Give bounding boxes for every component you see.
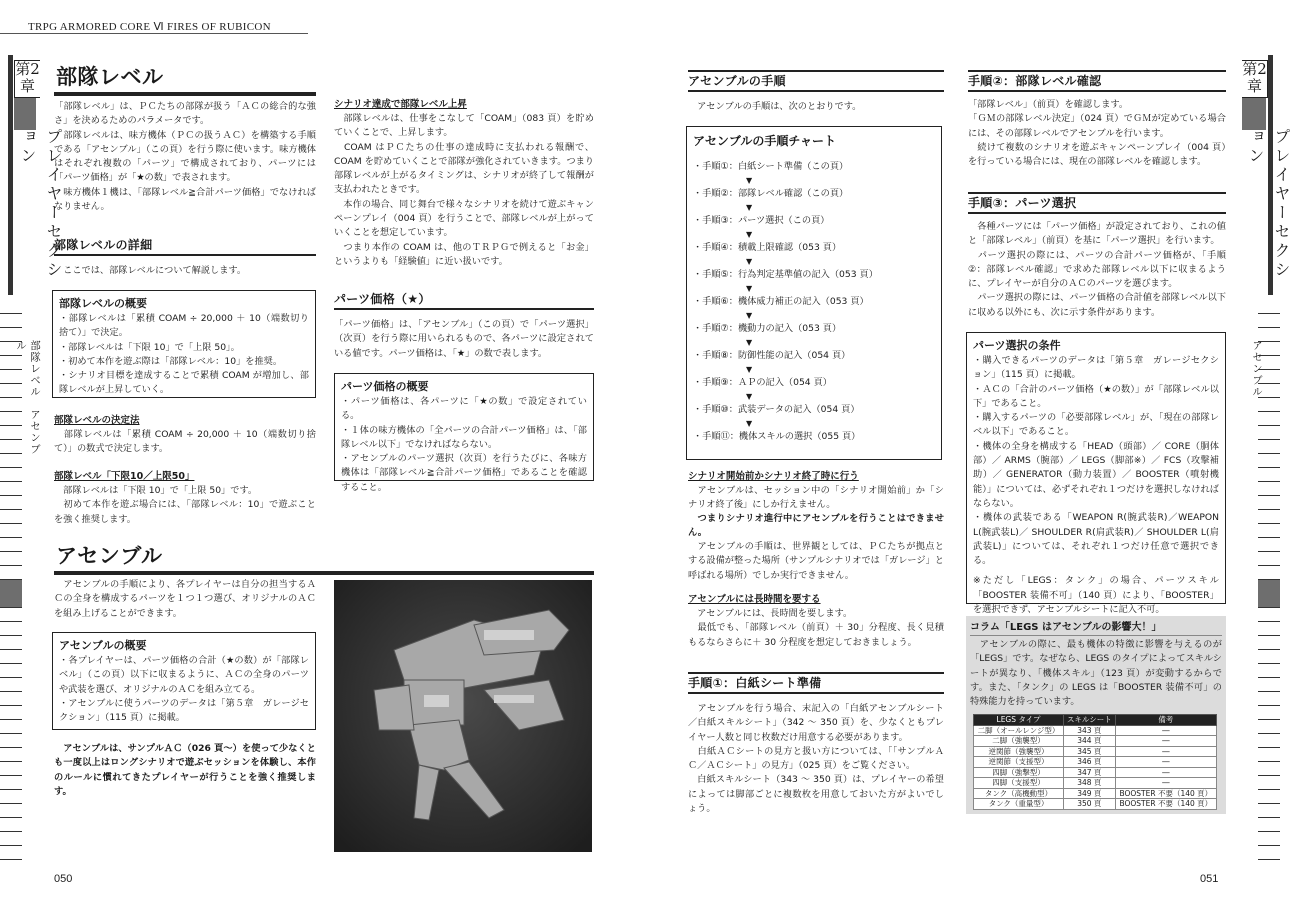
sub-heading-decide: 部隊レベルの決定法 xyxy=(54,415,140,426)
chapter-title-right: プレイヤーセクション xyxy=(1246,128,1291,280)
step-9: ・手順⑨：ＡＰの記入（054 頁） xyxy=(693,377,832,388)
step-arrow: ▼ xyxy=(746,284,753,293)
sub-heading-scenario: シナリオ達成で部隊レベル上昇 xyxy=(334,99,467,110)
page-number-left: 050 xyxy=(54,873,73,885)
box-unit-level-overview xyxy=(52,290,316,398)
step-arrow: ▼ xyxy=(746,230,753,239)
note-cell: ― xyxy=(1115,767,1216,778)
mech-photo xyxy=(334,580,592,852)
scenario-text: 部隊レベルは、仕事をこなして「COAM」（083 頁）を貯めていくことで、上昇します。 COAM はＰＣたちの仕事の達成時に支払われる報酬で、COAM を貯めていくことで部隊が強化されていきます。つまり部隊レベルが上がるタイミングは、シナリオが終了して報酬が支払われたときです。 本作の場合、同じ舞台で様々なシナリオを続けて遊ぶキャンペーンプレイ（004 頁）を行うことで、部隊レベルが上がっていくことを想定しています。 つまり本作の COAM は、他のＴＲＰＧで例えると「お金」というよりも「経験値」に近い扱いです。 xyxy=(334,113,594,267)
step-4: ・手順④：積載上限確認（053 頁） xyxy=(693,242,842,253)
sub-heading-timing: シナリオ開始前かシナリオ終了時に行う xyxy=(688,471,859,482)
step-1-text: アセンブルを行う場合、末記入の「白紙アセンブルシート／白紙スキルシート」（342 ～ 350 頁）を、少なくともプレイヤー人数と同じ枚数だけ用意する必要があります。 白紙ＡＣシートの見方と扱い方については、「「サンプルＡＣ／ＡＣシート」の見方」（025 頁）をご覧ください。 白紙スキルシート（343 ～ 350 頁）は、プレイヤーの希望によっては脚部ごとに複数枚を用意しておいた方がよいでしょう。 xyxy=(688,703,944,815)
heading-step-2: 手順②：部隊レベル確認 xyxy=(968,70,1226,92)
thumb-tabs-right xyxy=(1258,300,1280,860)
box-parts-selection-conditions xyxy=(966,332,1226,616)
time-text: アセンブルには、長時間を要します。 最低でも、「部隊レベル（前頁）＋ 30」分程度、長く見積もるならさらに＋ 30 分程度を想定しておきましょう。 xyxy=(688,608,944,648)
box-text: ・各プレイヤーは、パーツ価格の合計（★の数）が「部隊レベル」（この頁）以下に収まるように、ＡＣの全身のパーツや武装を選び、オリジナルのＡＣを組み立てる。 ・アセンブルに使うパーツのデータは「第５章 ガレージセクション」（115 頁）に掲載。 xyxy=(59,655,309,724)
legs-type-cell: 四脚（支援型） xyxy=(974,778,1064,789)
step-arrow: ▼ xyxy=(746,365,753,374)
box-title: パーツ選択の条件 xyxy=(973,339,1061,352)
table-row xyxy=(974,799,1217,810)
legs-type-cell: 二脚（オールレンジ型） xyxy=(974,725,1064,736)
assemble-procedure-chart xyxy=(686,126,942,460)
sheet-cell: 346 頁 xyxy=(1064,757,1116,768)
step-8: ・手順⑧：防御性能の記入（054 頁） xyxy=(693,350,851,361)
legs-type-cell: 四脚（強撃型） xyxy=(974,767,1064,778)
table-row xyxy=(974,757,1217,768)
step-10: ・手順⑩：武装データの記入（054 頁） xyxy=(693,404,860,415)
unit-level-intro: 「部隊レベル」は、ＰＣたちの部隊が扱う「ＡＣの総合的な強さ」を決めるためのパラメータです。 部隊レベルは、味方機体（ＰＣの扱うＡＣ）を構築する手順である「アセンブル」（この頁）を行う際に使います。味方機体はそれぞれ複数の「パーツ」で構成されており、パーツには「パーツ価格」が「★の数」で表されます。 味方機体１機は、「部隊レベル≧合計パーツ価格」でなければなりません。 xyxy=(54,101,316,213)
section-title-unit-level: 部隊レベル xyxy=(54,62,316,96)
limit-text: 部隊レベルは「下限 10」で「上限 50」です。 初めて本作を遊ぶ場合には、「部隊レベル：10」で遊ぶことを強く推奨します。 xyxy=(54,485,316,525)
chapter-bar xyxy=(8,55,13,295)
table-row xyxy=(974,746,1217,757)
legs-type-cell: 逆関節（支援型） xyxy=(974,757,1064,768)
box-assemble-overview xyxy=(52,632,316,730)
step-arrow: ▼ xyxy=(746,419,753,428)
sheet-cell: 347 頁 xyxy=(1064,767,1116,778)
legs-type-cell: タンク（高機動型） xyxy=(974,788,1064,799)
heading-parts-price: パーツ価格（★） xyxy=(334,290,594,310)
note-cell: ― xyxy=(1115,778,1216,789)
column-title: コラム「LEGS はアセンブルの影響大！」 xyxy=(970,621,1222,636)
legs-table-header: LEGS タイプ xyxy=(974,715,1064,726)
timing-text-2: アセンブルの手順は、世界観としては、ＰＣたちが拠点とする設備が整った場所（サンプルシナリオでは「ガレージ」と呼ばれる場所）でしか実行できません。 xyxy=(688,541,944,581)
parts-price-text: 「パーツ価格」は、「アセンブル」（この頁）で「パーツ選択」（次頁）を行う際に用いられるもので、各パーツに設定されている値です。パーツ価格は、「★」の数で表します。 xyxy=(334,319,594,359)
note-cell: ― xyxy=(1115,725,1216,736)
box-text: ・パーツ価格は、各パーツに「★の数」で設定されている。 ・１体の味方機体の「全パーツの合計パーツ価格」は、「部隊レベル以下」でなければならない。 ・アセンブルのパーツ選択（次頁）を行うたびに、各味方機体は「部隊レベル≧合計パーツ価格」であることを確認すること。 xyxy=(341,396,587,493)
box-text: ・部隊レベルは「累積 COAM ÷ 20,000 ＋ 10（端数切り捨て）」で決定。 ・部隊レベルは「下限 10」で「上限 50」。 ・初めて本作を遊ぶ際は「部隊レベル：10」を推奨。 ・シナリオ目標を達成することで累積 COAM が増加し、部隊レベルが上昇していく。 xyxy=(59,313,309,396)
note-cell: ― xyxy=(1115,757,1216,768)
step-5: ・手順⑤：行為判定基準値の記入（053 頁） xyxy=(693,269,878,280)
unit-level-detail-text: ここでは、部隊レベルについて解説します。 xyxy=(54,265,247,276)
legs-table-header: スキルシート xyxy=(1064,715,1116,726)
step-2: ・手順②：部隊レベル確認（この頁） xyxy=(693,188,849,199)
legs-type-cell: 二脚（強襲型） xyxy=(974,736,1064,747)
sheet-cell: 349 頁 xyxy=(1064,788,1116,799)
step-7: ・手順⑦：機動力の記入（053 頁） xyxy=(693,323,842,334)
table-row xyxy=(974,736,1217,747)
box-title: アセンブルの概要 xyxy=(59,639,147,652)
step-6: ・手順⑥：機体威力補正の記入（053 頁） xyxy=(693,296,869,307)
table-row xyxy=(974,788,1217,799)
box-note: ※ただし「LEGS：タンク」の場合、パーツスキル「BOOSTER 装備不可」（140 頁）により、「BOOSTER」を選択できず、アセンブルシートに記入不可。 xyxy=(973,575,1219,616)
step-2-text: 「部隊レベル」（前頁）を確認します。 「ＧＭの部隊レベル決定」（024 頁）でＧＭが定めている場合には、その部隊レベルでアセンブルを行います。 続けて複数のシナリオを遊ぶキャンペーンプレイ（004 頁）を行っている場合には、現在の部隊レベルを確認します。 xyxy=(968,99,1226,168)
assemble-recommendation: アセンブルは、サンプルＡＣ（026 頁～）を使って少なくとも一度以上はロングシナリオで遊ぶセッションを体験し、本作のルールに慣れてきたプレイヤーが行うことを強く推奨します。 xyxy=(54,743,316,797)
running-header: TRPG ARMORED CORE Ⅵ FIRES OF RUBICON xyxy=(28,21,271,33)
sheet-cell: 344 頁 xyxy=(1064,736,1116,747)
step-arrow: ▼ xyxy=(746,338,753,347)
column-text: アセンブルの際に、最も機体の特徴に影響を与えるのが「LEGS」です。なぜなら、LEGS のタイプによってスキルシートが異なり、「機体スキル」（123 頁）が変動するからです。また、「タンク」の LEGS は「BOOSTER 装備不可」の特殊能力を持っています。 xyxy=(970,639,1222,708)
column-legs xyxy=(966,616,1226,814)
chapter-tab-marker xyxy=(14,98,36,130)
chapter-tab-marker-right xyxy=(1242,98,1266,130)
step-3-text: 各種パーツには「パーツ価格」が設定されており、これの値と「部隊レベル」（前頁）を基に「パーツ選択」を行います。 パーツ選択の際には、パーツの合計パーツ価格が、「手順②：部隊レベル確認」で求めた部隊レベル以下に収まるように、プレイヤーが自分のＡＣのパーツを選びます。 パーツ選択の際には、パーツ価格の合計値を部隊レベル以下に収める以外にも、次に示す条件があります。 xyxy=(968,221,1226,318)
step-1: ・手順①：白紙シート準備（この頁） xyxy=(693,161,849,172)
chapter-number: 第2章 xyxy=(14,60,40,98)
box-text: ・購入できるパーツのデータは「第５章 ガレージセクション」（115 頁）に掲載。 ・ＡＣの「合計のパーツ価格（★の数）」が「部隊レベル以下」であること。 ・購入するパーツの「必要部隊レベル」が、「現在の部隊レベル以下」であること。 ・機体の全身を構成する「HEAD（頭部）／ CORE（胴体部）／ ARMS（腕部）／ LEGS（脚部※）／ FCS（攻撃補助）／ GENERATOR（動力装置）／ BOOSTER（噴射機能）」については、必ずそれぞれ１つだけを選択しなければならない。 ・機体の武装である「WEAPON R(腕武装R)／WEAPON L(腕武装L)／ SHOULDER R(肩武装R)／ SHOULDER L(肩武装L)」については、それぞれ１つだけ任意で選択できる。 xyxy=(973,355,1219,567)
page-number-right: 051 xyxy=(1200,873,1219,885)
legs-type-cell: タンク（重量型） xyxy=(974,799,1064,810)
chart-title: アセンブルの手順チャート xyxy=(693,134,837,148)
legs-table-header: 備考 xyxy=(1115,715,1216,726)
timing-text: アセンブルは、セッション中の「シナリオ開始前」か「シナリオ終了後」にしか行えません。 xyxy=(688,485,944,511)
table-row xyxy=(974,778,1217,789)
step-11: ・手順⑪：機体スキルの選択（055 頁） xyxy=(693,431,861,442)
thumb-tabs-left xyxy=(0,300,22,860)
header-rule xyxy=(0,33,308,34)
step-arrow: ▼ xyxy=(746,176,753,185)
assemble-intro: アセンブルの手順により、各プレイヤーは自分の担当するＡＣの全身を構成するパーツを１つ１つ選び、オリジナルのＡＣを組み上げることができます。 xyxy=(54,579,316,619)
sheet-cell: 348 頁 xyxy=(1064,778,1116,789)
note-cell: ― xyxy=(1115,746,1216,757)
table-row xyxy=(974,725,1217,736)
note-cell: BOOSTER 不要（140 頁） xyxy=(1115,788,1216,799)
sub-heading-time: アセンブルには長時間を要する xyxy=(688,594,821,605)
legs-table xyxy=(973,714,1217,810)
chapter-number-right: 第2章 xyxy=(1242,60,1268,98)
table-row xyxy=(974,767,1217,778)
step-3: ・手順③：パーツ選択（この頁） xyxy=(693,215,830,226)
heading-unit-level-detail: 部隊レベルの詳細 xyxy=(54,236,316,256)
section-title-assemble: アセンブル xyxy=(54,541,594,575)
box-title: パーツ価格の概要 xyxy=(341,380,429,393)
heading-step-1: 手順①：白紙シート準備 xyxy=(688,672,944,694)
side-index-right: アセンブル xyxy=(1251,340,1263,398)
heading-step-3: 手順③：パーツ選択 xyxy=(968,192,1226,214)
step-arrow: ▼ xyxy=(746,311,753,320)
sheet-cell: 343 頁 xyxy=(1064,725,1116,736)
note-cell: BOOSTER 不要（140 頁） xyxy=(1115,799,1216,810)
legs-type-cell: 逆関節（強襲型） xyxy=(974,746,1064,757)
assemble-procedure-text: アセンブルの手順は、次のとおりです。 xyxy=(688,101,862,112)
step-arrow: ▼ xyxy=(746,203,753,212)
sheet-cell: 350 頁 xyxy=(1064,799,1116,810)
note-cell: ― xyxy=(1115,736,1216,747)
side-index-left: 部隊レベル アセンブル xyxy=(15,340,41,455)
heading-assemble-procedure: アセンブルの手順 xyxy=(688,70,944,92)
chapter-title: プレイヤーセクション xyxy=(18,128,63,280)
sheet-cell: 345 頁 xyxy=(1064,746,1116,757)
step-arrow: ▼ xyxy=(746,257,753,266)
sub-heading-limit: 部隊レベル「下限10／上限50」 xyxy=(54,471,195,482)
step-arrow: ▼ xyxy=(746,392,753,401)
box-parts-price-overview xyxy=(334,373,594,493)
timing-bold: つまりシナリオ進行中にアセンブルを行うことはできません。 xyxy=(688,513,944,539)
box-title: 部隊レベルの概要 xyxy=(59,297,147,310)
decide-text: 部隊レベルは「累積 COAM ÷ 20,000 ＋ 10（端数切り捨て）」の数式で決定します。 xyxy=(54,429,316,455)
